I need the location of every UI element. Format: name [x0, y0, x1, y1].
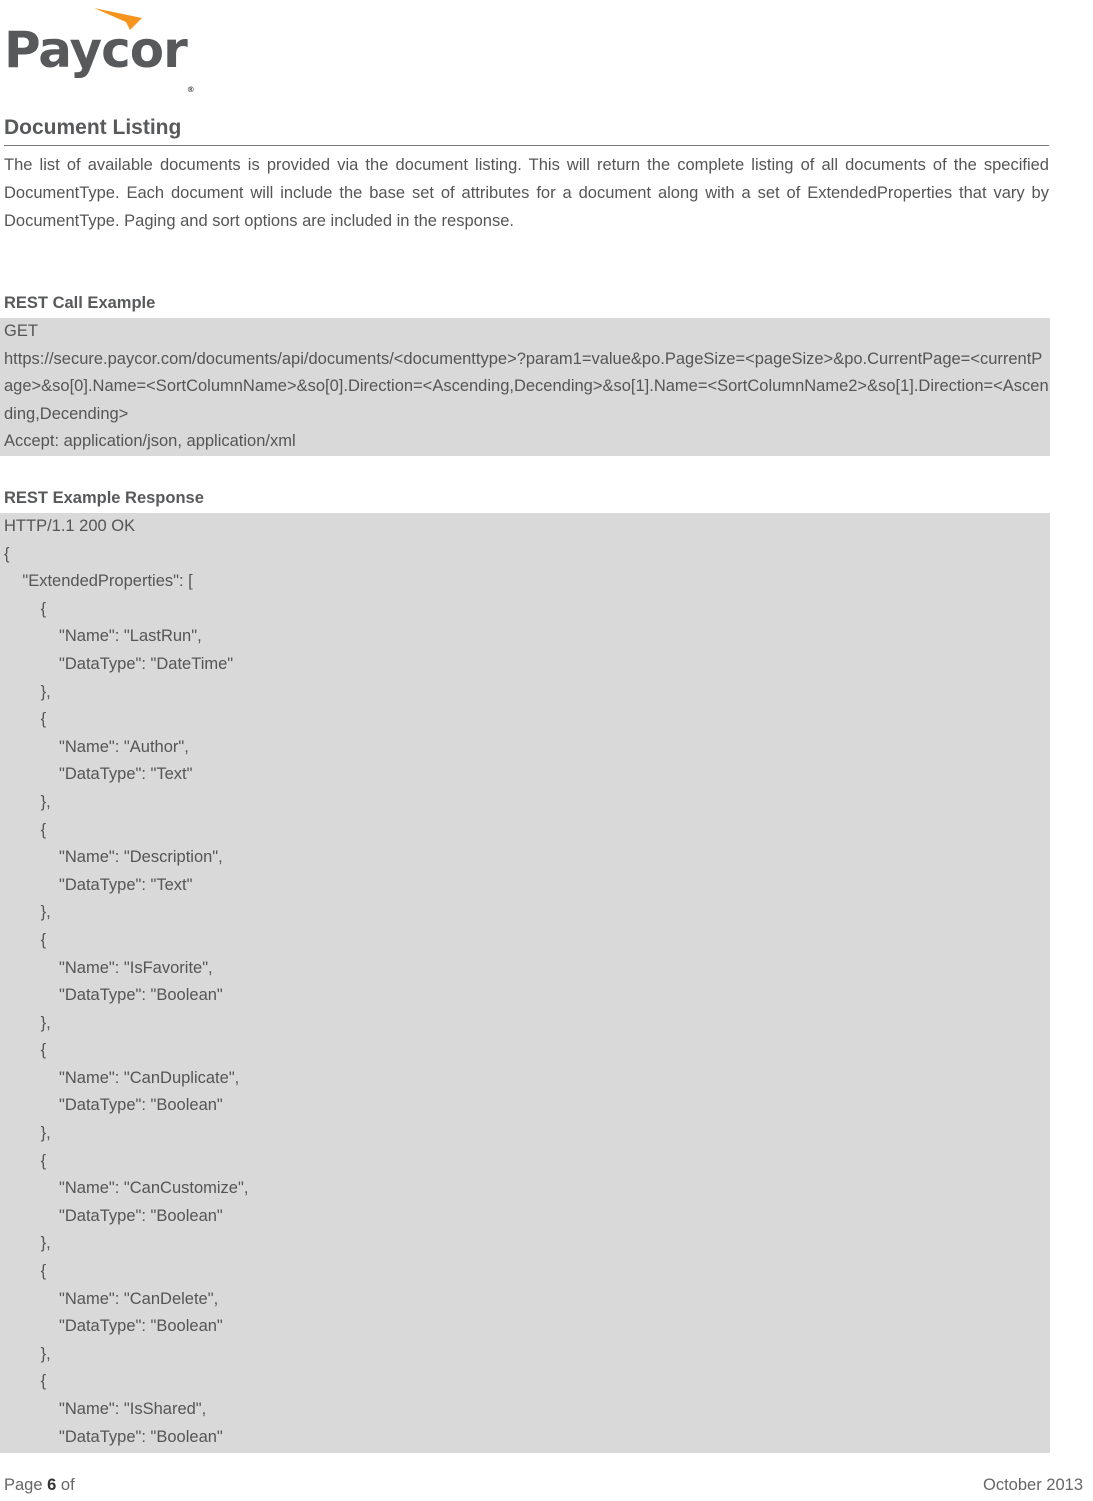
response-code-line: "DataType": "Text"	[4, 765, 193, 784]
response-code-line: {	[4, 820, 47, 839]
response-code-line: "Name": "Description",	[4, 848, 223, 867]
response-code-line: {	[4, 1041, 47, 1060]
response-code-line: },	[4, 1013, 51, 1032]
response-code-line: "DataType": "Boolean"	[4, 1096, 223, 1115]
response-code-line: "Name": "CanCustomize",	[4, 1179, 249, 1198]
response-code-line: {	[4, 1262, 47, 1281]
response-code-line: "ExtendedProperties": [	[4, 572, 193, 591]
response-code-line: },	[4, 1344, 51, 1363]
response-code-line: "Name": "CanDelete",	[4, 1289, 219, 1308]
response-code-line: "Name": "LastRun",	[4, 627, 202, 646]
response-code-line: HTTP/1.1 200 OK	[4, 517, 136, 535]
response-code-line: },	[4, 903, 51, 922]
rest-call-code-block	[0, 318, 1050, 456]
footer-page-of: of	[60, 1476, 75, 1494]
rest-call-method: GET	[4, 322, 38, 340]
response-code-line: "Name": "CanDuplicate",	[4, 1068, 240, 1087]
response-code-line: {	[4, 1151, 47, 1170]
response-code-line: },	[4, 1124, 51, 1143]
paycor-logo	[4, 6, 224, 94]
section-title: Document Listing	[4, 115, 1049, 146]
response-code-line: "DataType": "DateTime"	[4, 654, 234, 673]
response-code-line: {	[4, 710, 47, 729]
logo-text: Paycor	[4, 21, 187, 79]
response-code-line: "DataType": "Text"	[4, 875, 193, 894]
page-footer-number	[4, 1476, 75, 1495]
response-code-line: },	[4, 792, 51, 811]
response-code-line: "DataType": "Boolean"	[4, 1427, 223, 1446]
footer-date: October 2013	[983, 1476, 1083, 1494]
response-code-line: {	[4, 544, 10, 563]
response-code-line: "DataType": "Boolean"	[4, 1317, 223, 1336]
response-code-line: "Name": "IsFavorite",	[4, 958, 213, 977]
response-code-line: },	[4, 1234, 51, 1253]
footer-page-number: 6	[47, 1476, 57, 1494]
response-code-line: },	[4, 682, 51, 701]
footer-page-label: Page	[4, 1476, 43, 1494]
rest-call-heading: REST Call Example	[4, 294, 156, 312]
response-code-line: "Name": "IsShared",	[4, 1400, 207, 1418]
response-code-line: "DataType": "Boolean"	[4, 986, 223, 1005]
intro-paragraph: The list of available documents is provided via the document listing. This will return the complete listing of all documents of the specified DocumentType. Each document will include the base set of attributes for a document along with a set of ExtendedProperties that vary by DocumentType. Paging and sort options are included in the response.	[4, 156, 1049, 230]
response-code-line: {	[4, 930, 47, 949]
rest-call-accept: Accept: application/json, application/xml	[4, 432, 296, 451]
rest-response-code-block	[0, 513, 1050, 1453]
logo-registered-mark: ®	[186, 85, 195, 94]
rest-call-url: https://secure.paycor.com/documents/api/documents/<documenttype>?param1=value&po.PageSize=<pageSize>&po.CurrentPage=<currentPage>&so[0].Name=<SortColumnName>&so[0].Direction=<Ascending,Decending>&so[1].Name=<SortColumnName2>&so[1].Direction=<Ascending,Decending>	[4, 349, 1049, 423]
response-code-line: {	[4, 1372, 47, 1391]
response-code-line: "Name": "Author",	[4, 737, 189, 756]
rest-response-heading: REST Example Response	[4, 489, 204, 507]
response-code-line: "DataType": "Boolean"	[4, 1206, 223, 1225]
response-code-line: {	[4, 599, 47, 618]
